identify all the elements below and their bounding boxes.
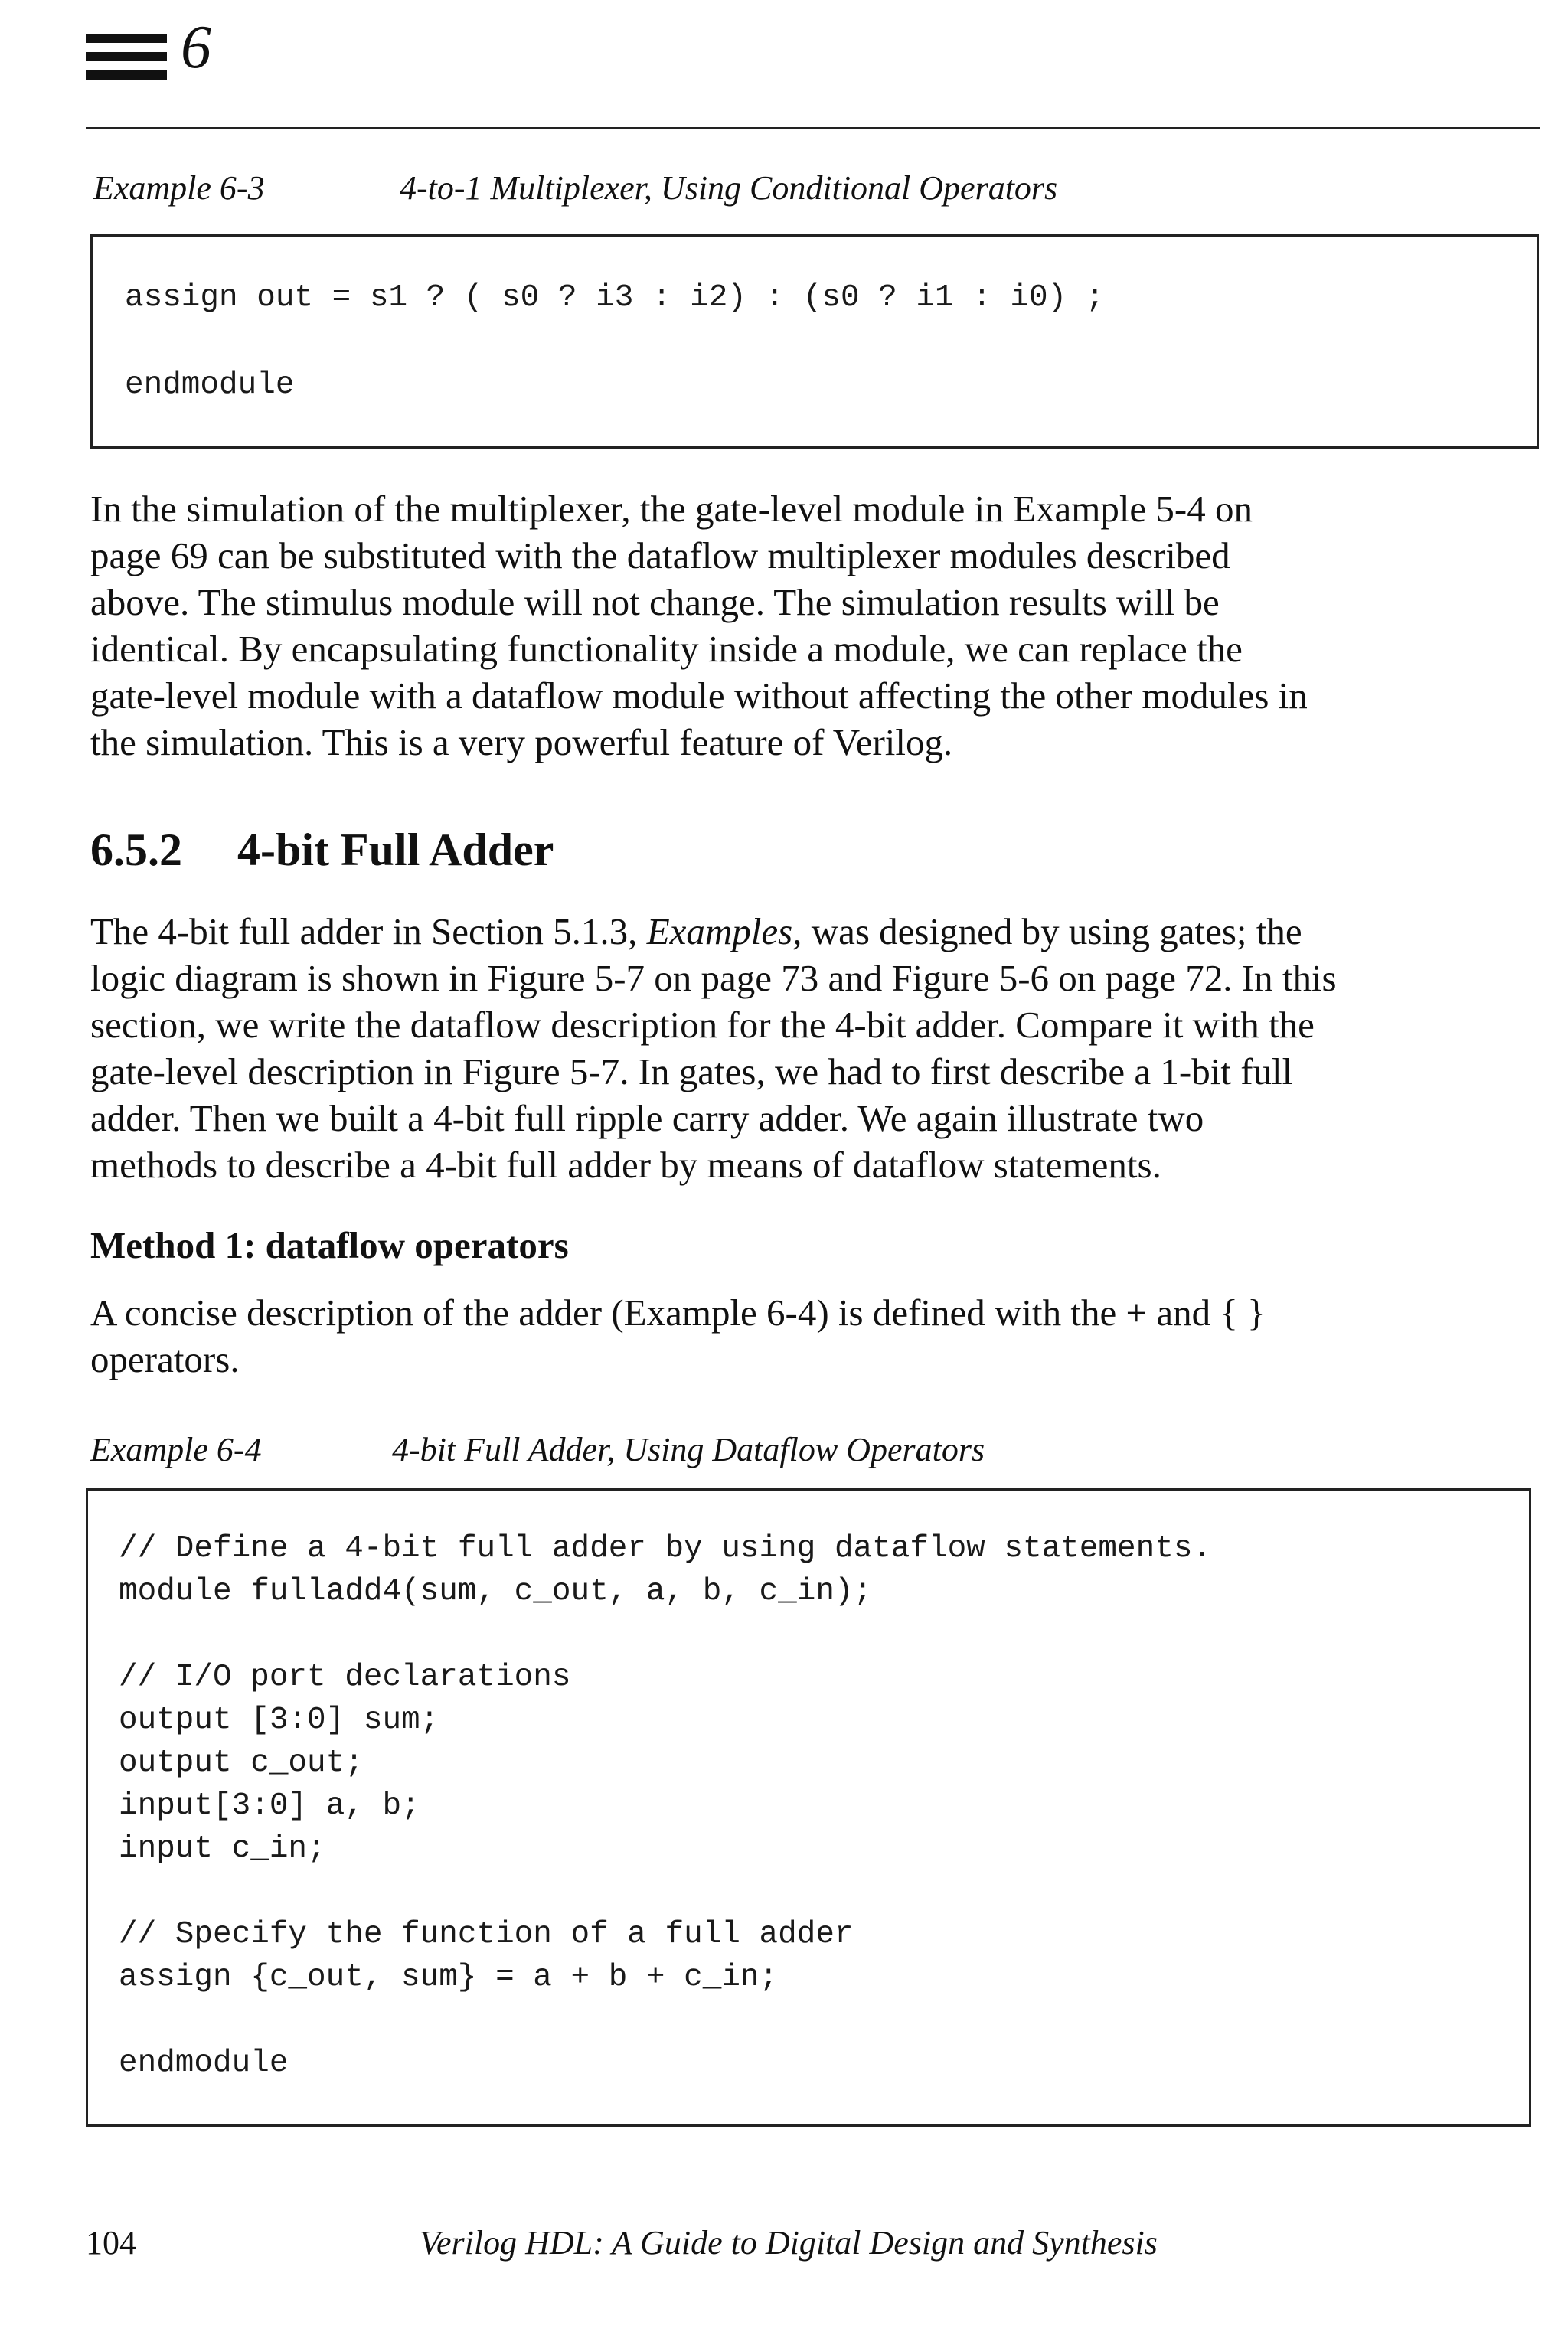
page-number: 104 xyxy=(86,2224,136,2262)
code-line: endmodule xyxy=(125,367,295,403)
text-line: gate-level description in Figure 5-7. In gates, we had to first describe a 1-bit full xyxy=(90,1050,1293,1092)
text-line: above. The stimulus module will not change. The simulation results will be xyxy=(90,581,1220,623)
text-line: A concise description of the adder (Example 6-4) is defined with the + and { } xyxy=(90,1292,1266,1334)
text-line: The 4-bit full adder in Section 5.1.3, Examples, was designed by using gates; the xyxy=(90,910,1302,952)
paragraph-multiplexer-simulation xyxy=(90,485,1539,766)
code-line: output [3:0] sum; xyxy=(119,1703,439,1738)
text-line: page 69 can be substituted with the dataflow multiplexer modules described xyxy=(90,534,1230,576)
chapter-number: 6 xyxy=(181,14,211,81)
code-line: output c_out; xyxy=(119,1746,364,1781)
text-line: adder. Then we built a 4-bit full ripple carry adder. We again illustrate two xyxy=(90,1097,1204,1139)
code-line: // I/O port declarations xyxy=(119,1660,571,1695)
section-heading xyxy=(90,827,554,873)
italic-reference: Examples, xyxy=(646,910,802,952)
code-line: assign out = s1 ? ( s0 ? i3 : i2) : (s0 ? i1 : i0) ; xyxy=(125,280,1105,315)
code-line: module fulladd4(sum, c_out, a, b, c_in); xyxy=(119,1574,873,1609)
book-title: Verilog HDL: A Guide to Digital Design and Synthesis xyxy=(420,2224,1158,2262)
code-line: input c_in; xyxy=(119,1831,326,1866)
text-line: the simulation. This is a very powerful feature of Verilog. xyxy=(90,721,953,763)
header-rule xyxy=(86,127,1540,129)
text-line: logic diagram is shown in Figure 5-7 on page 73 and Figure 5-6 on page 72. In this xyxy=(90,957,1337,999)
code-line: assign {c_out, sum} = a + b + c_in; xyxy=(119,1960,779,1995)
section-number: 6.5.2 xyxy=(90,825,182,875)
paragraph-method-1 xyxy=(90,1289,1539,1383)
method-1-heading: Method 1: dataflow operators xyxy=(90,1224,569,1266)
code-line: endmodule xyxy=(119,2046,289,2081)
text-line: identical. By encapsulating functionality inside a module, we can replace the xyxy=(90,628,1243,670)
code-line: input[3:0] a, b; xyxy=(119,1788,420,1824)
text-line: gate-level module with a dataflow module without affecting the other modules in xyxy=(90,674,1308,717)
example-6-3-label: Example 6-3 xyxy=(93,169,265,207)
example-6-3-title: 4-to-1 Multiplexer, Using Conditional Operators xyxy=(400,169,1058,207)
paragraph-full-adder-intro xyxy=(90,908,1539,1188)
text-line: section, we write the dataflow description for the 4-bit adder. Compare it with the xyxy=(90,1004,1315,1046)
chapter-marker-icon xyxy=(86,34,167,89)
text-line: In the simulation of the multiplexer, the gate-level module in Example 5-4 on xyxy=(90,488,1253,530)
code-line: // Specify the function of a full adder xyxy=(119,1917,854,1952)
example-6-4-title: 4-bit Full Adder, Using Dataflow Operators xyxy=(392,1431,985,1468)
section-title: 4-bit Full Adder xyxy=(237,825,554,875)
example-6-4-label: Example 6-4 xyxy=(90,1431,262,1468)
text-line: operators. xyxy=(90,1338,240,1380)
code-line: // Define a 4-bit full adder by using dataflow statements. xyxy=(119,1531,1212,1566)
example-6-4-code-box xyxy=(86,1488,1531,2127)
example-6-3-code-box xyxy=(90,234,1539,449)
text-line: methods to describe a 4-bit full adder by means of dataflow statements. xyxy=(90,1144,1161,1186)
